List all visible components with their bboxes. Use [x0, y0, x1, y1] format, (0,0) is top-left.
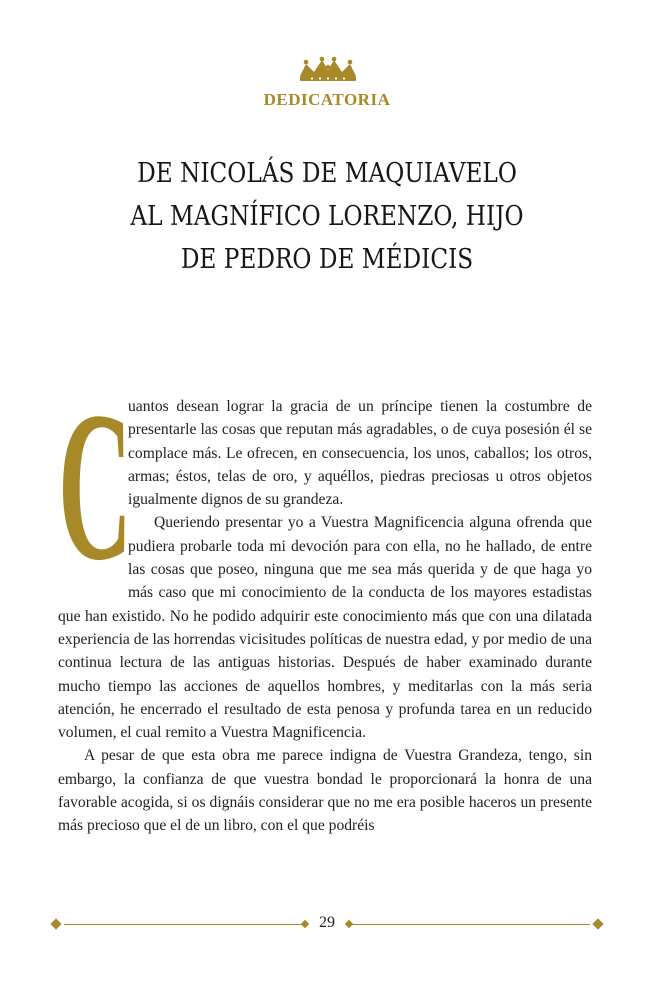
paragraph-text: uantos desean lograr la gracia de un príncipe tienen la costumbre de presentarle las cosas que reputan más agradables, o de cuya posesión él se complace más. Le ofrecen, en consecuencia, los unos, caballos; los otros, armas; éstos, telas de oro, y aquéllos, piedras preciosas u otros objetos igualmente dignos de su grandeza.	[128, 398, 592, 509]
paragraph: A pesar de que esta obra me parece indigna de Vuestra Grandeza, tengo, sin embargo, la confianza de que vuestra bondad le proporcionará la honra de una favorable acogida, si os dignáis considerar que no me era posible haceros un presente más precioso que el de un libro, con el que podréis	[58, 747, 592, 835]
title-line: DE NICOLÁS DE MAQUIAVELO	[137, 158, 517, 189]
paragraph: Queriendo presentar yo a Vuestra Magnificencia alguna ofrenda que pudiera probarle toda mi devoción para con ella, no he hallado, de entre las cosas que poseo, ninguna que me sea más querida y de que haga yo más caso que mi conocimiento de la conducta de los mayores estadistas que han existido. No he podido adquirir este conocimiento más que con una dilatada experiencia de las horrendas vicisitudes políticas de nuestra edad, y por medio de una continua lectura de las antiguas historias. Después de haber examinado durante mucho tiempo las acciones de aquellos hombres, y meditarlas con la más seria atención, he encerrado el resultado de esta penosa y profunda tarea en un reducido volumen, el cual remito a Vuestra Magnificencia.	[58, 514, 592, 742]
page-number: 29	[319, 914, 335, 931]
crown-icon	[296, 56, 360, 84]
paragraph	[58, 368, 592, 605]
page-footer	[52, 912, 602, 938]
chapter-title	[46, 152, 608, 281]
title-line: AL MAGNÍFICO LORENZO, HIJO	[130, 201, 524, 232]
drop-cap: C	[58, 368, 133, 605]
footer-rule	[348, 924, 590, 925]
body-text	[58, 368, 592, 838]
title-line: DE PEDRO DE MÉDICIS	[180, 244, 474, 275]
section-label: DEDICATORIA	[263, 90, 391, 109]
